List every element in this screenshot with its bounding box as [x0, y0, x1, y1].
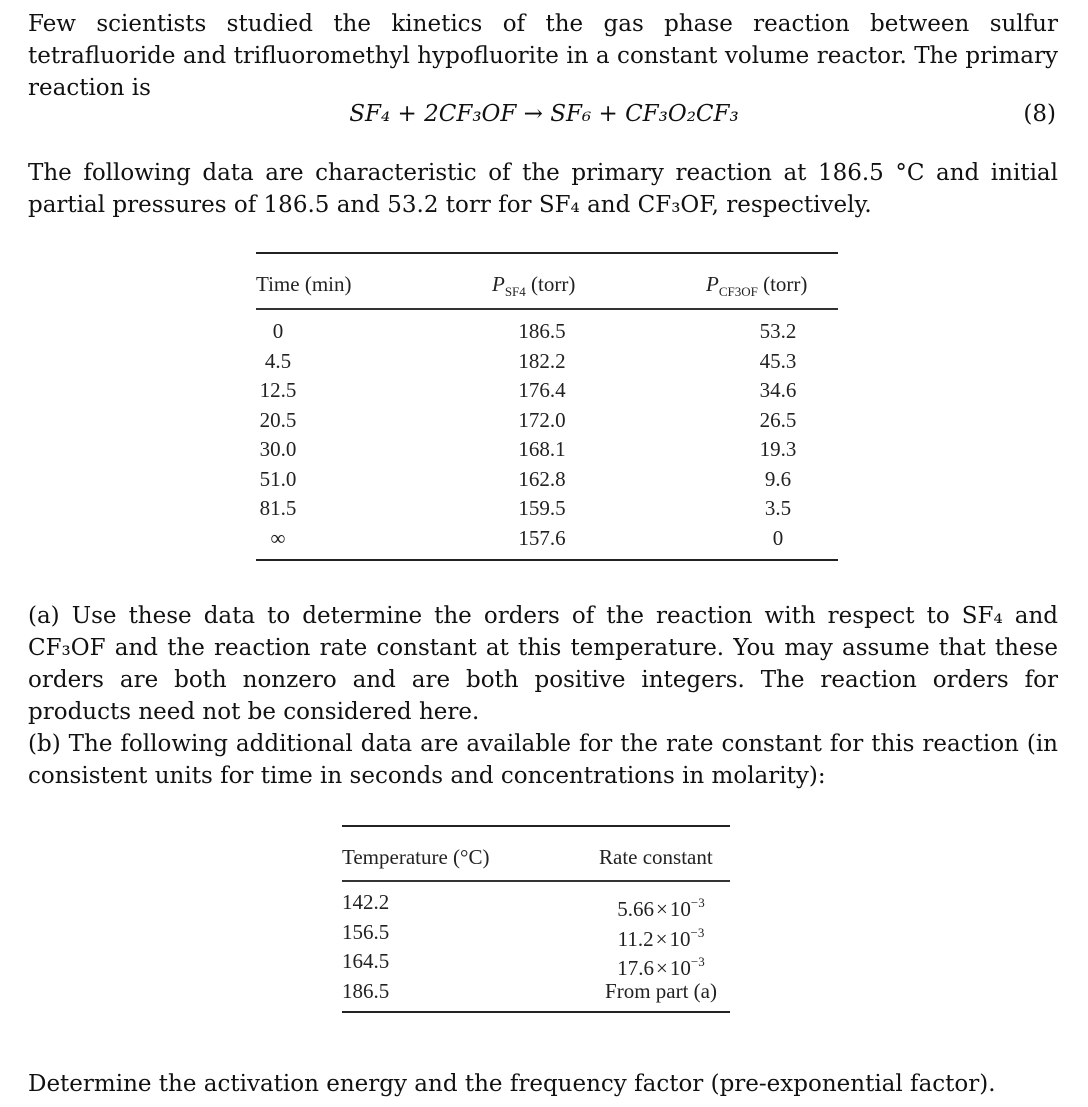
temperature-cell: 142.2: [342, 890, 390, 914]
table-cell: 9.6: [764, 466, 792, 491]
table-cell: 19.3: [759, 437, 797, 461]
rate-constant-table: [342, 825, 730, 1015]
table-cell: 176.4: [518, 378, 566, 402]
equation-formula: SF₄ + 2CF₃OF → SF₆ + CF₃O₂CF₃: [349, 101, 739, 127]
table-cell: 0: [772, 525, 784, 550]
rate-constant-cell: $11.2\times 10^{-3}$: [617, 924, 705, 951]
intro-paragraph: Few scientists studied the kinetics of the gas phase reaction between sulfur tetrafluoride and trifluoromethyl hypofluorite in a constant volume reactor. The primary reaction is: [28, 11, 1058, 101]
table2-bottom-rule: [342, 1011, 730, 1013]
table2-header-rule: [342, 880, 730, 882]
table-cell: 4.5: [264, 348, 292, 373]
table-cell: 34.6: [759, 378, 797, 402]
table-cell: 186.5: [518, 319, 566, 343]
table-cell: 157.6: [518, 525, 566, 550]
reaction-equation: [0, 96, 1088, 132]
table-cell: 45.3: [759, 348, 797, 373]
table-header-rule: [256, 308, 838, 310]
table-top-rule: [256, 252, 838, 254]
table-cell: 0: [272, 319, 284, 343]
header-p-sf4: $P_{SF4}$ (torr): [492, 272, 576, 299]
table-cell: 20.5: [259, 407, 297, 432]
table-cell: 182.2: [518, 348, 566, 373]
temperature-cell: 186.5: [342, 978, 390, 1003]
table-bottom-rule: [256, 559, 838, 561]
equation-number: (8): [1023, 101, 1056, 127]
rate-constant-cell: From part (a): [605, 978, 717, 1003]
table-cell: 172.0: [518, 407, 566, 432]
part-b-paragraph: (b) The following additional data are available for the rate constant for this reaction (in consistent units for time in seconds and concentrations in molarity):: [28, 731, 1058, 789]
table-cell: 162.8: [518, 466, 566, 491]
table-cell: 81.5: [259, 496, 297, 520]
table-cell: 12.5: [259, 378, 297, 402]
data-intro-paragraph: The following data are characteristic of the primary reaction at 186.5 °C and initial partial pressures of 186.5 and 53.2 torr for SF₄ and CF₃OF, respectively.: [28, 160, 1058, 218]
table2-top-rule: [342, 825, 730, 827]
header-temperature: Temperature (°C): [342, 845, 490, 869]
kinetics-data-table: [256, 252, 838, 562]
header-time: Time (min): [256, 272, 352, 296]
table-cell: 3.5: [764, 496, 792, 520]
table-cell: 30.0: [259, 437, 297, 461]
header-rate-constant: Rate constant: [599, 845, 713, 869]
rate-constant-cell: $5.66\times 10^{-3}$: [617, 895, 705, 921]
table-cell: 51.0: [259, 466, 297, 491]
header-p-cf3of: $P_{CF3OF}$ (torr): [706, 272, 808, 299]
table-cell: 53.2: [759, 319, 797, 343]
temperature-cell: 164.5: [342, 949, 390, 973]
table-cell: 168.1: [518, 437, 566, 461]
closing-paragraph: Determine the activation energy and the frequency factor (pre-exponential factor).: [28, 1071, 996, 1097]
part-a-paragraph: (a) Use these data to determine the orders of the reaction with respect to SF₄ and CF₃OF and the reaction rate constant at this temperature. You may assume that these orders are both nonzero and are both positive integers. The reaction orders for products need not be considered here.: [28, 603, 1058, 725]
table-cell: ∞: [270, 525, 286, 550]
temperature-cell: 156.5: [342, 919, 390, 944]
table-cell: 26.5: [759, 407, 797, 432]
rate-constant-cell: $17.6\times 10^{-3}$: [617, 954, 705, 980]
table-cell: 159.5: [518, 496, 566, 520]
